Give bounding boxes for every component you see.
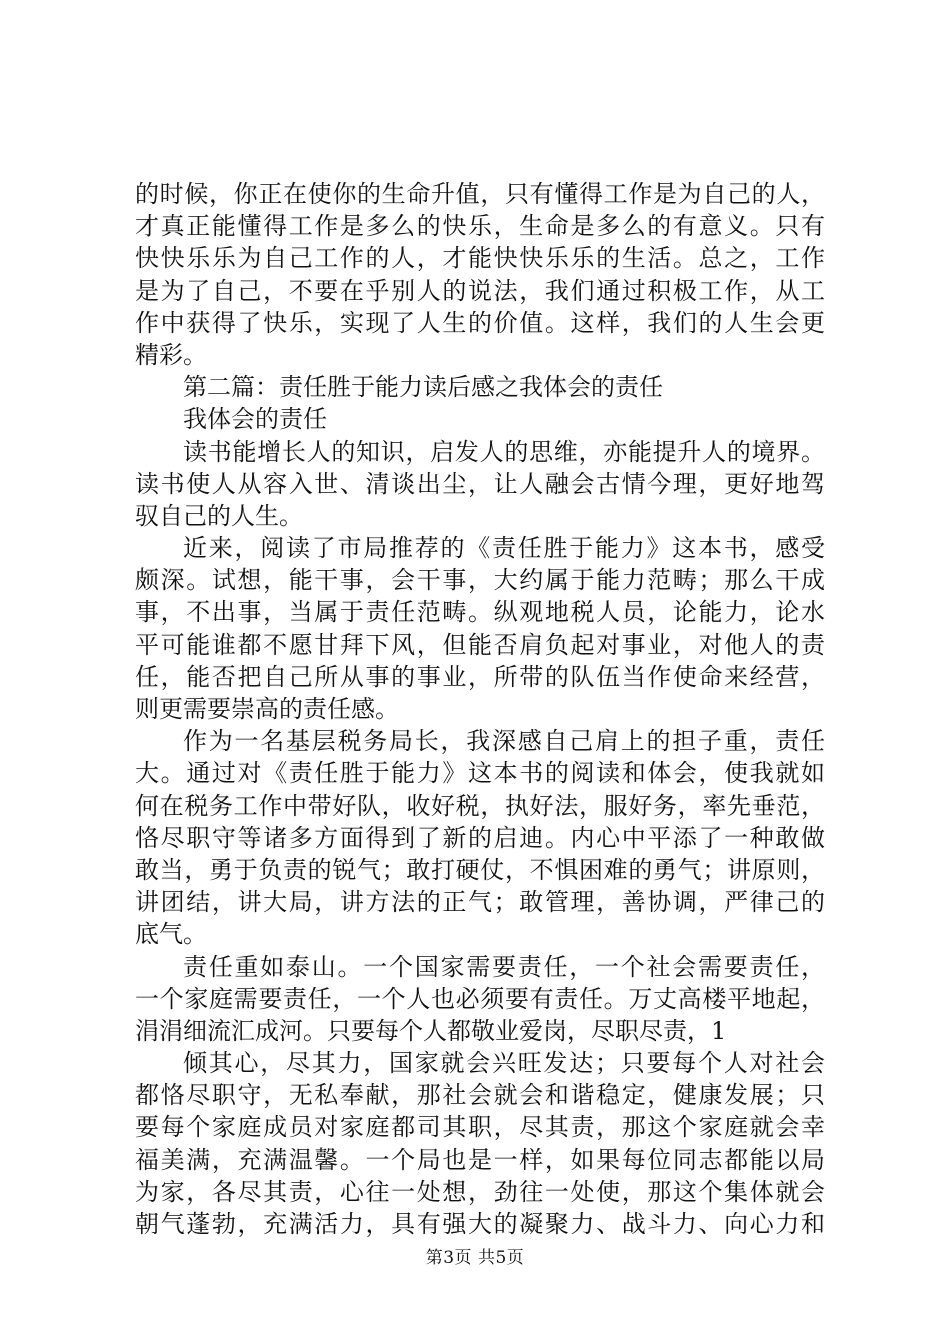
text-line: 才真正能懂得工作是多么的快乐，生命是多么的有意义。只有 [135,212,825,241]
text-line: 恪尽职守等诸多方面得到了新的启迪。内心中平添了一种敢做 [135,823,825,852]
text-line: 快快乐乐为自己工作的人，才能快快乐乐的生活。总之，工作 [135,244,825,273]
text-line: 驭自己的人生。 [135,501,303,530]
text-line: 则更需要崇高的责任感。 [135,695,399,723]
text-line: 为家，各尽其责，心往一处想，劲往一处使，那这个集体就会 [135,1177,825,1206]
text-line: 敢当，勇于负责的锐气；敢打硬仗，不惧困难的勇气；讲原则， [135,855,825,884]
text-line: 平可能谁都不愿甘拜下风，但能否肩负起对事业，对他人的责 [135,630,825,659]
text-line: 何在税务工作中带好队，收好税，执好法，服好务，率先垂范， [135,791,825,820]
text-line: 一个家庭需要责任，一个人也必须要有责任。万丈高楼平地起， [135,984,825,1013]
document-body [135,178,825,1240]
text-line: 是为了自己，不要在乎别人的说法，我们通过积极工作，从工 [135,276,825,305]
text-line: 倾其心，尽其力，国家就会兴旺发达；只要每个人对社会 [183,1049,825,1078]
text-line: 底气。 [135,920,207,949]
text-line: 近来，阅读了市局推荐的《责任胜于能力》这本书，感受 [183,534,825,563]
page-footer: 第3页 共5页 [425,1248,525,1268]
text-line: 要每个家庭成员对家庭都司其职，尽其责，那这个家庭就会幸 [135,1113,825,1142]
text-line: 任，能否把自己所从事的事业，所带的队伍当作使命来经营， [135,662,825,691]
text-line: 讲团结，讲大局，讲方法的正气；敢管理，善协调，严律己的 [135,888,825,917]
text-line: 作为一名基层税务局长，我深感自己肩上的担子重，责任 [183,727,825,756]
text-line: 大。通过对《责任胜于能力》这本书的阅读和体会，使我就如 [135,759,825,788]
text-line: 都恪尽职守，无私奉献，那社会就会和谐稳定，健康发展；只 [135,1081,825,1110]
text-line: 第二篇：责任胜于能力读后感之我体会的责任 [183,373,663,402]
text-line: 我体会的责任 [183,405,327,434]
text-line: 读书能增长人的知识，启发人的思维，亦能提升人的境界。 [183,437,825,466]
text-line: 涓涓细流汇成河。只要每个人都敬业爱岗，尽职尽责，1 [135,1016,727,1045]
text-line: 福美满，充满温馨。一个局也是一样，如果每位同志都能以局 [135,1145,825,1174]
text-line: 颇深。试想，能干事，会干事，大约属于能力范畴；那么干成 [135,566,825,595]
text-line: 精彩。 [135,340,207,369]
text-line: 的时候，你正在使你的生命升值，只有懂得工作是为自己的人， [135,180,825,208]
text-line: 事，不出事，当属于责任范畴。纵观地税人员，论能力，论水 [135,598,825,627]
text-line: 责任重如泰山。一个国家需要责任，一个社会需要责任， [183,952,825,981]
text-line: 读书使人从容入世、清谈出尘，让人融会古情今理，更好地驾 [135,469,825,498]
text-line: 朝气蓬勃，充满活力，具有强大的凝聚力、战斗力、向心力和 [135,1210,825,1238]
text-line: 作中获得了快乐，实现了人生的价值。这样，我们的人生会更 [135,308,825,337]
